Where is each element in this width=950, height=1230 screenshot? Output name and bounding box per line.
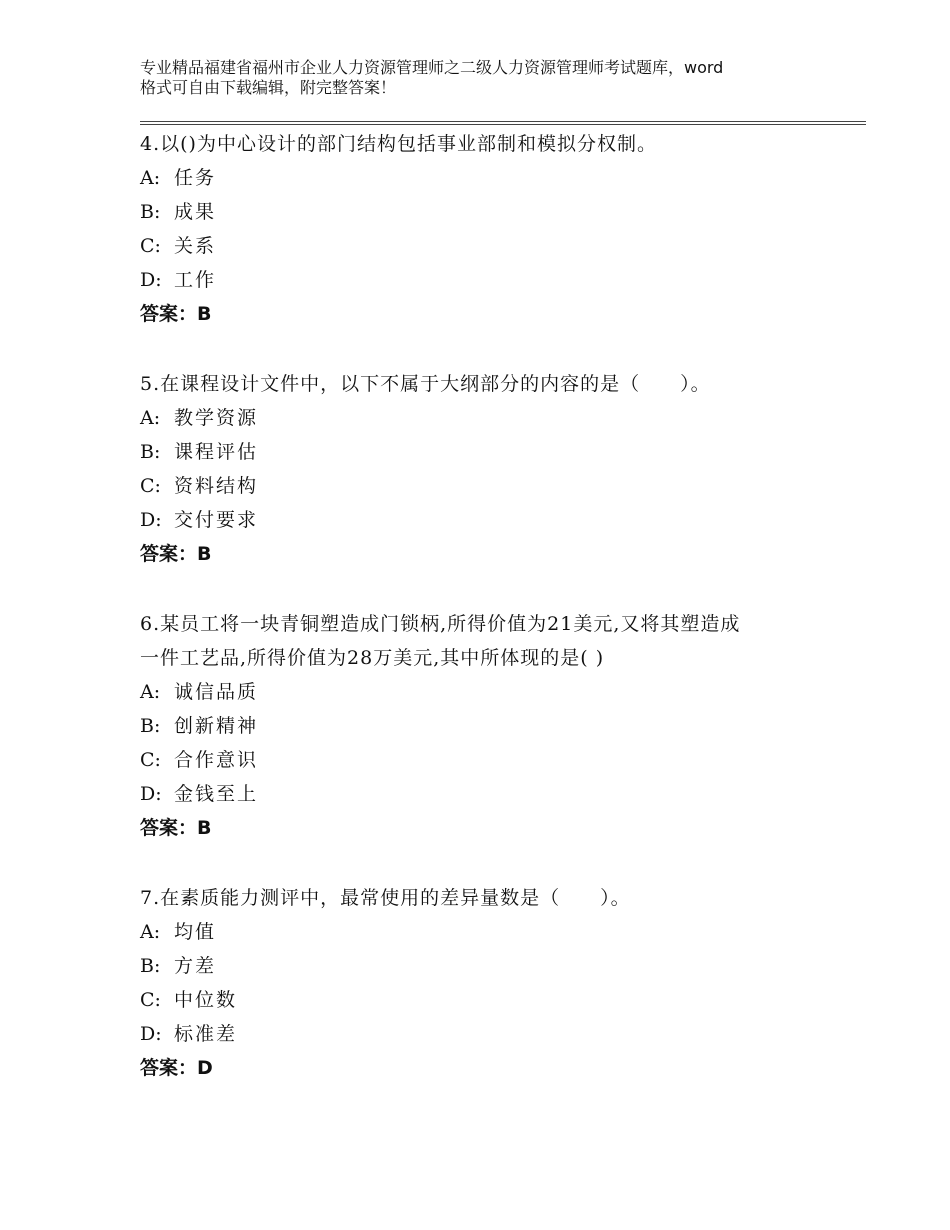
option-b: B: 方差 [140, 955, 217, 977]
option-d: D: 金钱至上 [140, 783, 259, 805]
answer-label: 答案：B [140, 817, 212, 839]
question-4 [140, 127, 820, 331]
option-b: B: 课程评估 [140, 441, 259, 463]
option-a: A: 均值 [140, 921, 217, 943]
question-stem: 4.以()为中心设计的部门结构包括事业部制和模拟分权制。 [140, 133, 657, 155]
option-a: A: 诚信品质 [140, 681, 259, 703]
document-header [140, 58, 840, 98]
question-7 [140, 881, 820, 1085]
option-c: C: 中位数 [140, 989, 238, 1011]
option-b: B: 创新精神 [140, 715, 259, 737]
header-divider-secondary [140, 124, 866, 125]
option-c: C: 关系 [140, 235, 217, 257]
option-a: A: 任务 [140, 167, 217, 189]
answer-label: 答案：D [140, 1057, 213, 1079]
header-divider [140, 121, 866, 122]
question-stem: 5.在课程设计文件中，以下不属于大纲部分的内容的是（ ）。 [140, 373, 711, 395]
option-d: D: 工作 [140, 269, 217, 291]
option-a: A: 教学资源 [140, 407, 259, 429]
question-5 [140, 367, 820, 571]
option-d: D: 标准差 [140, 1023, 238, 1045]
question-list [140, 127, 820, 1121]
option-c: C: 合作意识 [140, 749, 259, 771]
header-line-1: 专业精品福建省福州市企业人力资源管理师之二级人力资源管理师考试题库，word [140, 58, 724, 77]
question-stem-line-2: 一件工艺品,所得价值为28万美元,其中所体现的是( ) [140, 647, 605, 669]
option-c: C: 资料结构 [140, 475, 259, 497]
option-d: D: 交付要求 [140, 509, 259, 531]
question-stem: 7.在素质能力测评中，最常使用的差异量数是（ ）。 [140, 887, 631, 909]
answer-label: 答案：B [140, 303, 212, 325]
answer-label: 答案：B [140, 543, 212, 565]
header-line-2: 格式可自由下载编辑，附完整答案！ [140, 78, 397, 97]
question-stem-line-1: 6.某员工将一块青铜塑造成门锁柄,所得价值为21美元,又将其塑造成 [140, 613, 741, 635]
option-b: B: 成果 [140, 201, 217, 223]
question-6 [140, 607, 820, 845]
